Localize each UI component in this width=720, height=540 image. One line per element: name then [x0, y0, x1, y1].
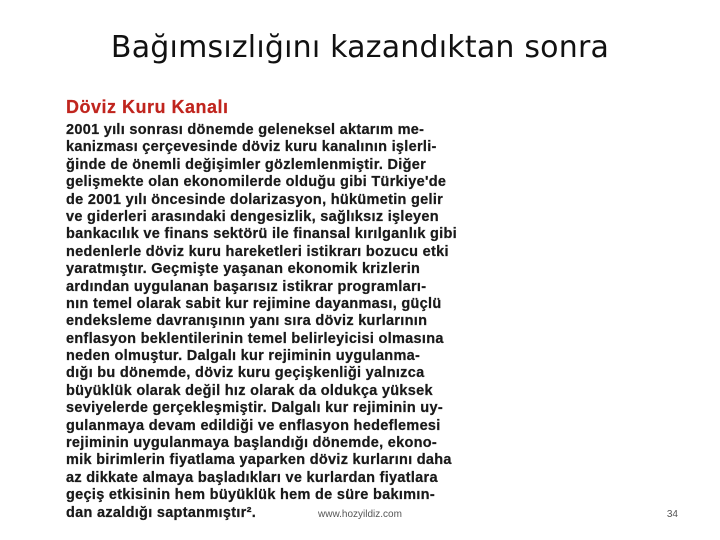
scan-line: nedenlerle döviz kuru hareketleri istikrarı bozucu etki: [66, 243, 449, 260]
scan-line: ve giderleri arasındaki dengesizlik, sağlıksız işleyen: [66, 208, 439, 225]
scan-line: rejiminin uygulanmaya başlandığı dönemde, ekono-: [66, 435, 438, 452]
scan-line: geçiş etkisinin hem büyüklük hem de süre bakımın-: [66, 487, 435, 504]
scan-line: neden olmuştur. Dalgalı kur rejiminin uygulanma-: [66, 348, 421, 365]
scan-line: ardından uygulanan başarısız istikrar programları-: [66, 278, 427, 295]
scan-line: gelişmekte olan ekonomilerde olduğu gibi Türkiye'de: [66, 174, 447, 191]
scan-heading: Döviz Kuru Kanalı: [66, 97, 229, 117]
footer-url: www.hozyildiz.com: [318, 509, 402, 520]
scan-line: dığı bu dönemde, döviz kuru geçişkenliği yalnızca: [66, 365, 425, 382]
page-number: 34: [666, 509, 678, 520]
scan-body: [66, 122, 638, 522]
scan-line: az dikkate almaya başladıkları ve kurlardan fiyatlara: [66, 469, 438, 486]
scan-line: dan azaldığı saptanmıştır².: [66, 504, 257, 521]
scan-line: nın temel olarak sabit kur rejimine dayanması, güçlü: [66, 295, 442, 312]
scan-line: gulanmaya devam edildiği ve enflasyon hedeflemesi: [66, 417, 441, 434]
scan-line: 2001 yılı sonrası dönemde geleneksel aktarım me-: [66, 122, 425, 138]
scan-line: enflasyon beklentilerinin temel belirleyicisi olmasına: [66, 330, 444, 347]
scan-line: endeksleme davranışının yanı sıra döviz kurlarının: [66, 313, 428, 330]
scan-line: ğinde de önemli değişimler gözlemlenmiştir. Diğer: [66, 156, 427, 173]
slide-title: Bağımsızlığını kazandıktan sonra: [110, 30, 610, 65]
scan-line: seviyelerde gerçekleşmiştir. Dalgalı kur rejiminin uy-: [66, 400, 443, 417]
scan-line: büyüklük olarak değil hız olarak da oldukça yüksek: [66, 382, 433, 399]
scan-line: de 2001 yılı öncesinde dolarizasyon, hükümetin gelir: [66, 191, 444, 208]
scan-line: bankacılık ve finans sektörü ile finansal kırılganlık gibi: [66, 226, 457, 243]
scan-line: mik birimlerin fiyatlama yaparken döviz kurlarını daha: [66, 452, 452, 469]
scan-line: kanizması çerçevesinde döviz kuru kanalının işlerli-: [66, 139, 437, 156]
scan-line: yaratmıştır. Geçmişte yaşanan ekonomik krizlerin: [66, 261, 421, 278]
